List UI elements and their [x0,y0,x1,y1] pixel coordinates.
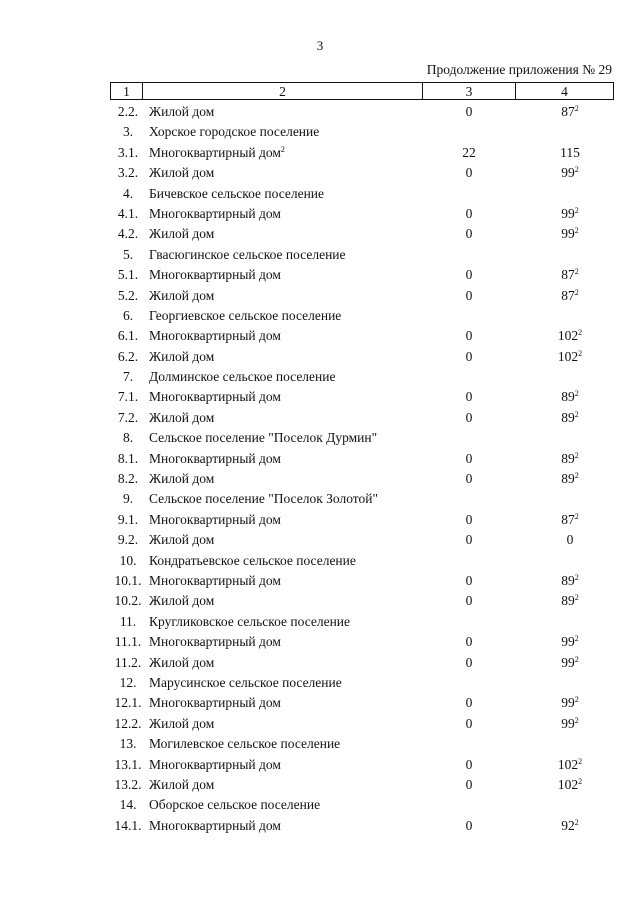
footnote-mark: 2 [574,634,579,644]
row-name [149,308,341,324]
table-row [0,695,640,715]
footnote-mark: 2 [578,348,583,358]
column-4-value [540,165,600,181]
column-4-number: 87 [561,511,575,527]
row-number: 7.1. [117,389,139,405]
column-4-value [540,593,600,609]
column-4-value [540,757,600,773]
column-3-value: 0 [465,348,473,364]
row-name-text: Жилой дом [149,287,215,303]
appendix-caption: Продолжение приложения № 29 [426,62,612,77]
column-4-value [540,532,600,548]
row-name-text: Многоквартирный дом [149,144,281,160]
column-3-value: 0 [465,572,473,588]
column-4-value [540,267,600,283]
row-number: 2.2. [117,104,139,119]
row-name-text: Сельское поселение "Поселок Золотой" [149,491,378,507]
table-row [0,124,640,144]
footnote-mark: 2 [574,205,579,215]
row-name-text: Многоквартирный дом [149,817,281,833]
row-name [149,288,214,304]
column-4-number: 99 [561,654,575,670]
column-3-value: 0 [465,471,473,487]
footnote-mark: 2 [574,450,579,460]
table-row [0,634,640,654]
column-4-value [540,288,600,304]
row-name [149,328,281,344]
column-4-number: 99 [561,165,575,181]
table-row [0,349,640,369]
column-3-value: 0 [465,756,473,772]
row-name-text: Многоквартирный дом [149,634,281,650]
row-name [149,512,281,528]
column-4-number: 89 [561,471,575,487]
row-name [149,165,214,181]
row-name [149,716,214,732]
column-4-number: 99 [561,205,575,221]
row-number: 5.1. [117,267,139,283]
row-name-text: Жилой дом [149,593,215,609]
row-number: 9. [122,491,134,507]
column-3-value: 0 [465,328,473,344]
column-4-number: 115 [560,144,580,160]
column-4-value [540,573,600,589]
footnote-mark: 2 [574,593,579,603]
row-name-text: Жилой дом [149,348,215,364]
row-name-text: Жилой дом [149,104,215,119]
row-name [149,757,281,773]
footnote-mark: 2 [574,715,579,725]
row-name-text: Жилой дом [149,715,215,731]
footnote-mark: 2 [574,389,579,399]
column-3-value: 22 [462,144,476,160]
footnote-mark: 2 [574,654,579,664]
table-row [0,410,640,430]
column-4-number: 89 [561,389,575,405]
row-number: 3.1. [117,144,139,160]
row-name-text: Жилой дом [149,471,215,487]
column-4-value [540,695,600,711]
footnote-mark: 2 [578,776,583,786]
column-3-value: 0 [465,205,473,221]
table-body [0,104,640,838]
row-number: 3. [122,124,134,140]
table-row [0,614,640,634]
column-4-number: 99 [561,226,575,242]
footnote-mark: 2 [280,144,285,154]
column-3-value: 0 [465,287,473,303]
column-4-number: 92 [561,817,575,833]
column-3-value: 0 [465,817,473,833]
row-number: 3.2. [117,165,139,181]
column-4-number: 99 [561,695,575,711]
footnote-mark: 2 [574,511,579,521]
row-name [149,593,214,609]
row-name-text: Жилой дом [149,532,215,548]
row-name-text: Жилой дом [149,654,215,670]
header-cell-3: 3 [422,82,516,100]
table-row [0,716,640,736]
column-4-value [540,328,600,344]
row-name-text: Многоквартирный дом [149,511,281,527]
table-row [0,797,640,817]
column-4-value [540,716,600,732]
column-3-value: 0 [465,634,473,650]
column-4-number: 102 [557,776,579,792]
column-3-value: 0 [465,267,473,283]
table-row [0,369,640,389]
row-name [149,491,378,507]
row-number: 14. [119,797,137,813]
row-number: 6.2. [117,348,139,364]
table-row [0,512,640,532]
row-name-text: Многоквартирный дом [149,205,281,221]
row-number: 14.1. [114,817,142,833]
row-name-text: Жилой дом [149,165,215,181]
row-name [149,226,214,242]
row-number: 9.2. [117,532,139,548]
column-4-value [540,349,600,365]
table-row [0,430,640,450]
row-name [149,430,377,446]
footnote-mark: 2 [574,572,579,582]
column-4-value [540,471,600,487]
row-name-text: Многоквартирный дом [149,695,281,711]
row-name [149,797,320,813]
column-4-number: 102 [557,328,579,344]
table-row [0,532,640,552]
row-number: 13. [119,736,137,752]
row-number: 13.1. [114,756,142,772]
footnote-mark: 2 [574,287,579,297]
column-3-value: 0 [465,389,473,405]
row-number: 4. [122,185,134,201]
table-row [0,328,640,348]
column-4-number: 89 [561,572,575,588]
row-number: 6.1. [117,328,139,344]
header-cell-1: 1 [110,82,143,100]
column-4-value [540,777,600,793]
column-3-value: 0 [465,165,473,181]
row-name-text: Жилой дом [149,226,215,242]
row-name [149,349,214,365]
footnote-mark: 2 [574,165,579,175]
row-name [149,104,214,120]
row-number: 12.1. [114,695,142,711]
table-row [0,206,640,226]
row-name-text: Многоквартирный дом [149,572,281,588]
row-name-text: Многоквартирный дом [149,450,281,466]
row-number: 5.2. [117,287,139,303]
column-4-number: 87 [561,287,575,303]
table-row [0,247,640,267]
column-4-value [540,451,600,467]
row-name [149,145,285,161]
column-3-value: 0 [465,450,473,466]
row-name [149,777,214,793]
column-4-number: 87 [561,104,575,119]
row-name-text: Оборское сельское поселение [149,797,321,813]
row-number: 8. [122,430,134,446]
table-row [0,736,640,756]
row-name-text: Жилой дом [149,776,215,792]
page-number: 3 [316,38,324,53]
column-4-number: 102 [557,756,579,772]
row-name-text: Кондратьевское сельское поселение [149,552,356,568]
column-4-value [540,410,600,426]
row-number: 7.2. [117,409,139,425]
footnote-mark: 2 [574,267,579,277]
column-3-value: 0 [465,409,473,425]
table-row [0,308,640,328]
row-number: 5. [122,246,134,262]
row-name-text: Могилевское сельское поселение [149,736,341,752]
row-name-text: Георгиевское сельское поселение [149,307,342,323]
row-number: 4.1. [117,205,139,221]
row-name-text: Марусинское сельское поселение [149,674,342,690]
row-name [149,247,346,263]
column-4-value [540,226,600,242]
footnote-mark: 2 [574,695,579,705]
table-row [0,818,640,838]
column-3-value: 0 [465,695,473,711]
table-row [0,451,640,471]
row-number: 11. [119,613,137,629]
row-number: 12. [119,674,137,690]
column-4-value [540,104,600,120]
table-row [0,165,640,185]
row-name [149,410,214,426]
table-row [0,573,640,593]
footnote-mark: 2 [574,104,579,113]
column-4-number: 0 [566,532,574,548]
row-name-text: Сельское поселение "Поселок Дурмин" [149,430,378,446]
table-row [0,655,640,675]
row-number: 10. [119,552,137,568]
row-name [149,124,319,140]
row-number: 7. [122,369,134,385]
column-4-number: 102 [557,348,579,364]
column-3-value: 0 [465,104,473,119]
column-4-value [540,145,600,161]
row-name-text: Долминское сельское поселение [149,369,336,385]
table-row [0,145,640,165]
row-name-text: Хорское городское поселение [149,124,320,140]
table-row [0,267,640,287]
row-number: 13.2. [114,776,142,792]
row-name-text: Многоквартирный дом [149,267,281,283]
footnote-mark: 2 [578,328,583,338]
column-4-number: 99 [561,634,575,650]
row-name [149,186,324,202]
row-name [149,675,342,691]
header-cell-2: 2 [142,82,423,100]
row-name [149,695,281,711]
row-name [149,532,214,548]
row-name [149,369,335,385]
row-number: 8.2. [117,471,139,487]
row-name-text: Бичевское сельское поселение [149,185,325,201]
row-number: 11.1. [114,634,142,650]
row-name [149,736,340,752]
row-name [149,267,281,283]
table-row [0,471,640,491]
table-row [0,593,640,613]
footnote-mark: 2 [574,409,579,419]
table-row [0,226,640,246]
column-4-value [540,818,600,834]
table-row [0,777,640,797]
column-4-number: 99 [561,715,575,731]
table-header-row [110,82,614,100]
row-number: 6. [122,307,134,323]
row-name-text: Кругликовское сельское поселение [149,613,351,629]
row-number: 12.2. [114,715,142,731]
column-4-number: 89 [561,409,575,425]
column-3-value: 0 [465,226,473,242]
row-name [149,451,281,467]
row-name [149,614,350,630]
table-row [0,675,640,695]
column-4-number: 87 [561,267,575,283]
row-name [149,573,281,589]
row-name [149,553,356,569]
column-4-number: 89 [561,593,575,609]
footnote-mark: 2 [578,756,583,766]
row-number: 10.1. [114,572,142,588]
column-3-value: 0 [465,654,473,670]
table-row [0,288,640,308]
column-4-value [540,389,600,405]
row-name-text: Жилой дом [149,409,215,425]
row-name [149,655,214,671]
table-row [0,389,640,409]
column-3-value: 0 [465,532,473,548]
row-number: 8.1. [117,450,139,466]
table-row [0,491,640,511]
row-name [149,389,281,405]
column-3-value: 0 [465,776,473,792]
footnote-mark: 2 [574,226,579,236]
column-4-value [540,206,600,222]
row-number: 9.1. [117,511,139,527]
row-name [149,471,214,487]
column-4-number: 89 [561,450,575,466]
table-row [0,186,640,206]
row-name-text: Многоквартирный дом [149,756,281,772]
table-row [0,104,640,124]
table-row [0,757,640,777]
row-name [149,818,281,834]
column-4-value [540,634,600,650]
row-number: 10.2. [114,593,142,609]
column-3-value: 0 [465,715,473,731]
row-number: 11.2. [114,654,142,670]
row-number: 4.2. [117,226,139,242]
table-row [0,553,640,573]
row-name-text: Гвасюгинское сельское поселение [149,246,346,262]
column-3-value: 0 [465,593,473,609]
row-name-text: Многоквартирный дом [149,389,281,405]
footnote-mark: 2 [574,817,579,827]
column-3-value: 0 [465,511,473,527]
column-4-value [540,655,600,671]
header-cell-4: 4 [515,82,614,100]
row-name [149,206,281,222]
footnote-mark: 2 [574,471,579,481]
row-name-text: Многоквартирный дом [149,328,281,344]
row-name [149,634,281,650]
column-4-value [540,512,600,528]
